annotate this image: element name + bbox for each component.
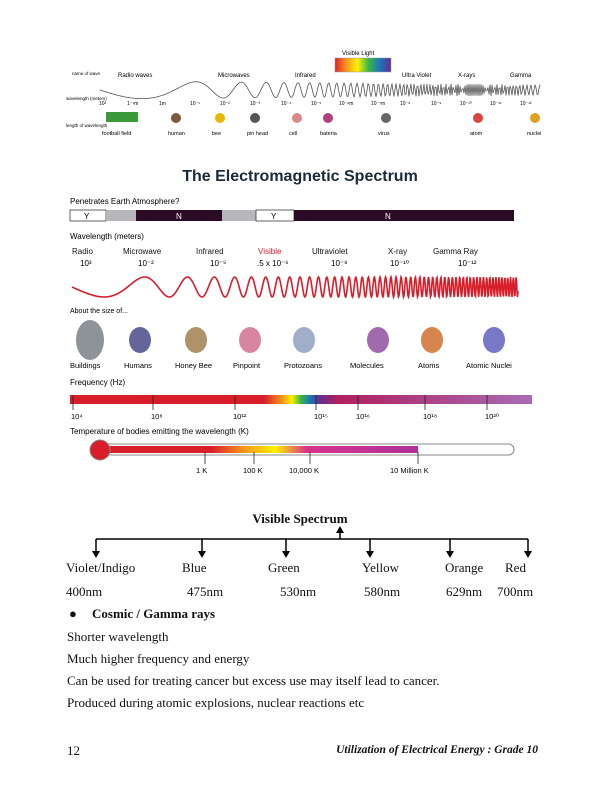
vs-wavelength-3: 530nm <box>280 584 317 599</box>
vs-wavelength-1: 400nm <box>66 584 103 599</box>
vs-wavelength-4: 580nm <box>364 584 401 599</box>
temperature-label: Temperature of bodies emitting the wavelength (K) <box>70 427 249 436</box>
book-title: Utilization of Electrical Energy : Grade 10 <box>336 744 538 756</box>
vs-color-3: Green <box>268 560 300 575</box>
wavelength-tick-8: 10⁻⁵ <box>311 101 322 107</box>
size-label-4: Pinpoint <box>233 361 261 370</box>
section-line-3: Can be used for treating cancer but excess use may itself lead to cancer. <box>67 673 440 688</box>
thermometer <box>90 440 514 460</box>
wavelength-tick-2: 1⁻¹m <box>127 101 139 107</box>
wavelength-tick-10: 10⁻⁷m <box>371 101 386 107</box>
wavelength-tick-14: 10⁻¹¹ <box>490 101 502 107</box>
size-label-2: Humans <box>124 361 152 370</box>
wavelength-tick-1: 10² <box>99 101 107 107</box>
penetrates-label: Penetrates Earth Atmosphere? <box>70 197 180 206</box>
band-name-7: Gamma Ray <box>433 247 478 256</box>
temp-tick-2: 100 K <box>243 466 263 475</box>
vs-wavelength-2: 475nm <box>187 584 224 599</box>
wavelength-label: Wavelength (meters) <box>70 232 144 241</box>
object-icon-9 <box>530 113 540 123</box>
object-label-9: nuclei <box>527 131 542 137</box>
vs-color-5: Orange <box>445 560 484 575</box>
object-icon-2 <box>171 113 181 123</box>
visible-spectrum-arrows <box>0 525 600 565</box>
wave-name-5: X-rays <box>458 73 476 79</box>
vs-color-4: Yellow <box>362 560 399 575</box>
temp-tick-4: 10 Million K <box>390 466 429 475</box>
bullet-icon: ● <box>69 606 77 621</box>
temp-tick-3: 10,000 K <box>289 466 320 475</box>
object-label-8: atom <box>470 131 483 137</box>
band-name-5: Ultraviolet <box>312 247 348 256</box>
vs-color-6: Red <box>505 560 526 575</box>
wavelength-tick-11: 10⁻⁸ <box>400 101 411 107</box>
vs-color-2: Blue <box>182 560 207 575</box>
object-label-4: pin head <box>247 131 269 137</box>
object-icon-4 <box>250 113 260 123</box>
object-label-6: bateria <box>320 131 337 137</box>
freq-tick-7: 10²⁰ <box>485 412 499 421</box>
penetrates-seg-4: N <box>385 212 391 221</box>
row-label-wavelength: wavelength (meters) <box>66 96 107 101</box>
vs-arrowhead-4 <box>366 551 374 558</box>
molecules-icon <box>367 327 389 353</box>
size-label: About the size of... <box>70 308 128 315</box>
wavelength-tick-4: 10⁻¹ <box>190 101 200 107</box>
band-name-1: Radio <box>72 247 93 256</box>
wavelength-tick-7: 10⁻⁴ <box>281 101 292 107</box>
row-label-length: length of wavelength <box>66 123 108 128</box>
wave-name-4: Ultra Violet <box>402 73 432 79</box>
wavelength-tick-15: 10⁻¹² <box>520 101 532 107</box>
page-number: 12 <box>67 743 80 758</box>
visible-light-label: Visible Light <box>342 51 375 57</box>
em-wave-line <box>72 277 518 297</box>
em-title: The Electromagnetic Spectrum <box>182 168 418 185</box>
band-name-3: Infrared <box>196 247 224 256</box>
vs-arrowhead-5 <box>446 551 454 558</box>
section-line-2: Much higher frequency and energy <box>67 651 250 666</box>
frequency-label: Frequency (Hz) <box>70 378 126 387</box>
wave-name-2: Microwaves <box>218 73 250 79</box>
object-label-2: human <box>168 131 185 137</box>
wavelength-tick-6: 10⁻³ <box>250 101 260 107</box>
object-label-7: virus <box>378 131 390 137</box>
wavelength-tick-13: 10⁻¹⁰ <box>460 101 472 107</box>
freq-tick-3: 10¹² <box>233 412 247 421</box>
band-value-2: 10⁻² <box>138 259 154 268</box>
size-label-1: Buildings <box>70 361 101 370</box>
vs-wavelength-6: 700nm <box>497 584 534 599</box>
band-name-4: Visible <box>258 247 282 256</box>
wavelength-tick-3: 1m <box>159 101 166 107</box>
em-spectrum-figure <box>0 190 600 485</box>
penetrates-bar <box>70 210 514 221</box>
temp-tick-1: 1 K <box>196 466 208 475</box>
wave-name-3: Infrared <box>295 73 316 79</box>
buildings-icon <box>76 320 104 360</box>
freq-tick-2: 10⁸ <box>151 412 163 421</box>
band-value-7: 10⁻¹² <box>458 259 477 268</box>
object-icon-8 <box>473 113 483 123</box>
wavelength-tick-5: 10⁻² <box>220 101 230 107</box>
football-field-icon <box>106 112 138 122</box>
protozoans-icon <box>293 327 315 353</box>
penetrates-seg-1: Y <box>84 212 90 221</box>
visible-spectrum-title: Visible Spectrum <box>252 511 348 526</box>
object-label-5: cell <box>289 131 298 137</box>
band-value-1: 10³ <box>80 259 92 268</box>
frequency-bar <box>70 395 532 404</box>
visible-light-band <box>335 58 391 72</box>
humans-icon <box>129 327 151 353</box>
object-label-3: bee <box>212 131 222 137</box>
band-value-6: 10⁻¹⁰ <box>390 259 409 268</box>
object-icon-3 <box>215 113 225 123</box>
freq-tick-1: 10⁴ <box>71 412 83 421</box>
spectrum-strip-figure <box>0 40 600 145</box>
band-value-3: 10⁻⁵ <box>210 259 227 268</box>
atoms-icon <box>421 327 443 353</box>
atomic-nuclei-icon <box>483 327 505 353</box>
band-name-6: X-ray <box>388 247 408 256</box>
size-label-5: Protozoans <box>284 361 322 370</box>
size-label-6: Molecules <box>350 361 384 370</box>
band-value-5: 10⁻⁸ <box>331 259 348 268</box>
vs-arrowhead-6 <box>524 551 532 558</box>
size-label-7: Atoms <box>418 361 440 370</box>
row-label-name: name of wave <box>72 71 101 76</box>
penetrates-seg-3: Y <box>271 212 277 221</box>
band-value-4: .5 x 10⁻⁶ <box>257 259 289 268</box>
freq-tick-5: 10¹⁶ <box>356 412 370 421</box>
freq-tick-4: 10¹⁵ <box>314 412 328 421</box>
strip-wave-line <box>100 82 540 99</box>
pinpoint-icon <box>239 327 261 353</box>
vs-arrowhead-1 <box>92 551 100 558</box>
vs-arrowhead-3 <box>282 551 290 558</box>
object-icon-5 <box>292 113 302 123</box>
vs-wavelength-5: 629nm <box>446 584 483 599</box>
section-heading: Cosmic / Gamma rays <box>92 606 216 621</box>
vs-color-1: Violet/Indigo <box>66 560 136 575</box>
wave-name-1: Radio waves <box>118 73 153 79</box>
section-line-4: Produced during atomic explosions, nuclear reactions etc <box>67 695 365 710</box>
honey-bee-icon <box>185 327 207 353</box>
object-icon-6 <box>323 113 333 123</box>
object-icon-7 <box>381 113 391 123</box>
freq-tick-6: 10¹⁸ <box>423 412 438 421</box>
section-line-1: Shorter wavelength <box>67 629 169 644</box>
band-name-2: Microwave <box>123 247 162 256</box>
wave-name-6: Gamma <box>510 73 532 79</box>
size-label-8: Atomic Nuclei <box>466 361 512 370</box>
object-label-1: football field <box>102 131 132 137</box>
vs-arrowhead-2 <box>198 551 206 558</box>
wavelength-tick-9: 10⁻⁶m <box>339 101 354 107</box>
wavelength-tick-12: 10⁻⁹ <box>431 101 442 107</box>
penetrates-seg-2: N <box>176 212 182 221</box>
size-label-3: Honey Bee <box>175 361 213 370</box>
